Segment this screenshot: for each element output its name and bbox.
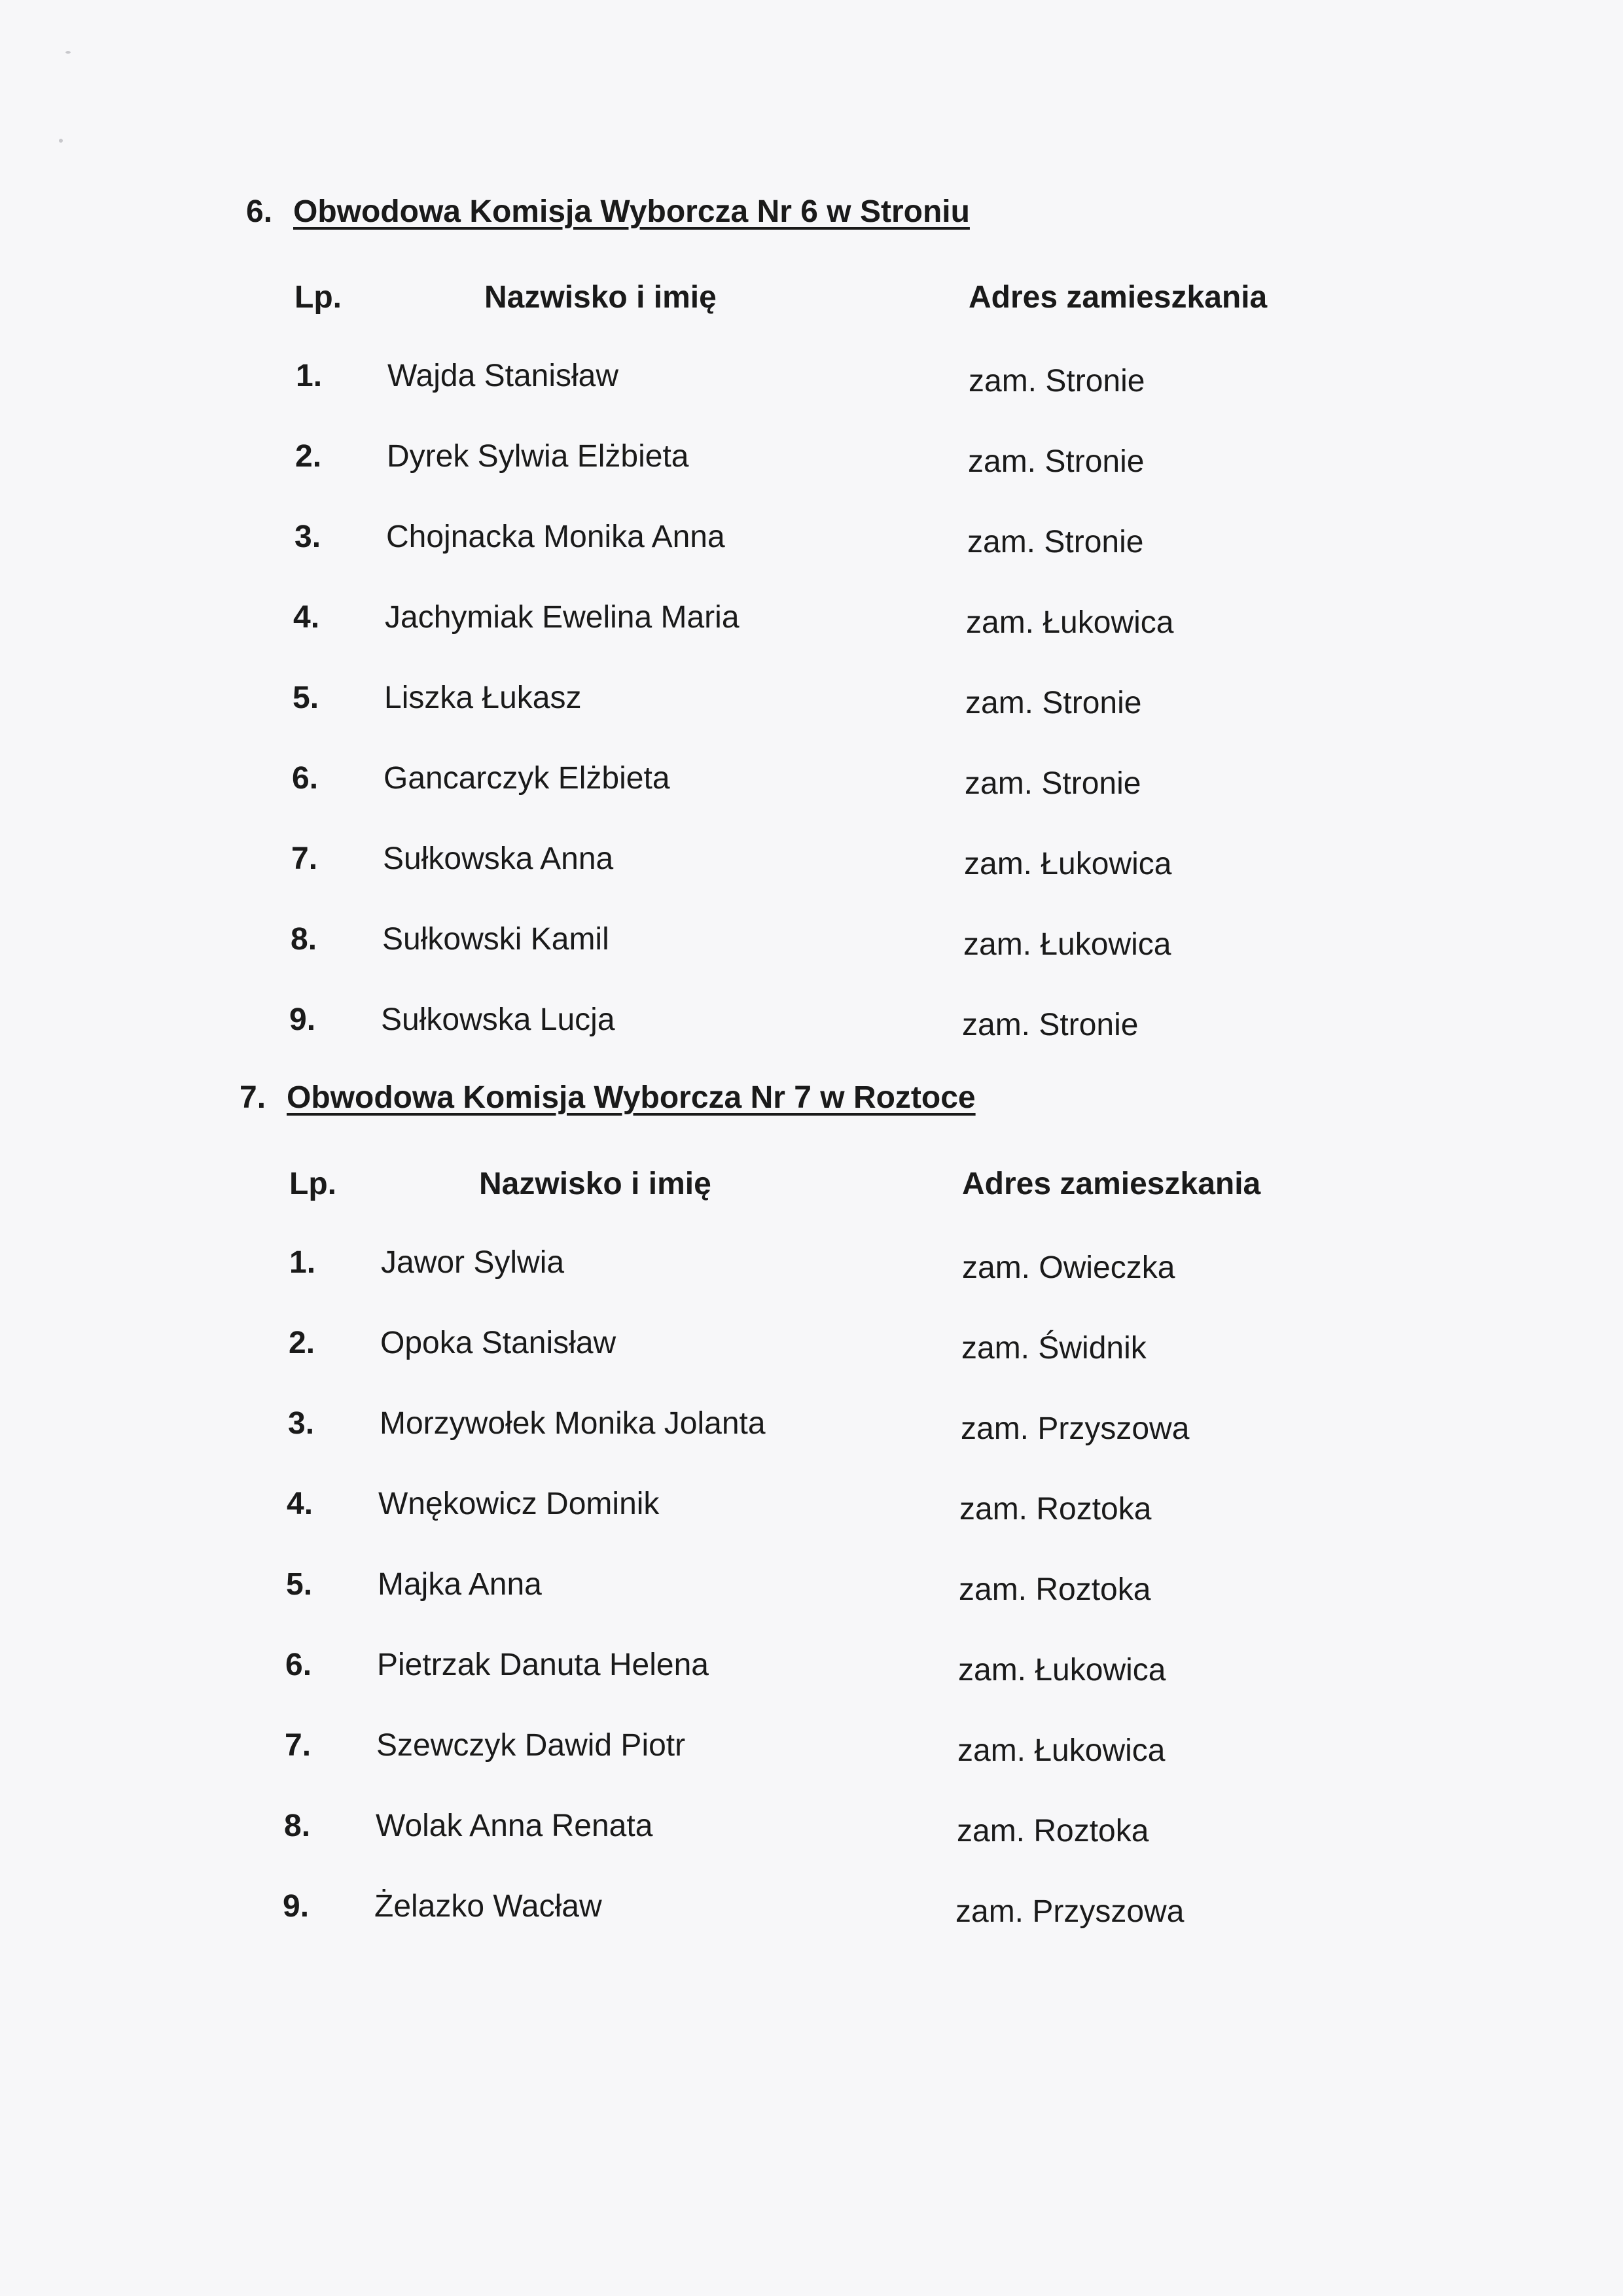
row-address: zam. Stronie [965,686,1142,720]
table-row [0,1884,1623,1930]
row-lp: 3. [294,520,321,554]
row-address: zam. Stronie [965,766,1141,801]
row-address: zam. Łukowica [963,927,1171,962]
row-address: zam. Stronie [968,444,1145,479]
table-row [0,1401,1623,1447]
row-address: zam. Łukowica [966,605,1174,640]
table-row [0,997,1623,1043]
table-row [0,1320,1623,1366]
row-lp: 8. [284,1809,311,1843]
row-name: Sułkowska Lucja [381,1002,615,1037]
row-lp: 7. [291,841,318,876]
scan-speck [65,51,71,54]
table-header [0,1161,1623,1207]
row-lp: 5. [286,1567,313,1602]
row-name: Żelazko Wacław [374,1889,602,1924]
row-lp: 4. [287,1487,313,1521]
row-lp: 3. [288,1406,315,1441]
row-lp: 2. [295,439,322,474]
table-row [0,1240,1623,1286]
row-address: zam. Łukowica [957,1733,1166,1768]
row-name: Chojnacka Monika Anna [386,520,725,554]
row-address: zam. Łukowica [964,847,1172,881]
table-header [0,275,1623,321]
row-address: zam. Roztoka [959,1492,1152,1527]
row-name: Majka Anna [378,1567,542,1602]
table-row [0,434,1623,480]
row-name: Opoka Stanisław [380,1326,616,1360]
table-row [0,1803,1623,1849]
row-name: Wnękowicz Dominik [378,1487,660,1521]
row-name: Sułkowski Kamil [382,922,609,957]
row-lp: 9. [283,1889,310,1924]
table-row [0,1562,1623,1608]
row-lp: 1. [289,1245,316,1280]
row-name: Gancarczyk Elżbieta [383,761,670,796]
row-name: Pietrzak Danuta Helena [377,1648,709,1682]
table-row [0,836,1623,882]
row-address: zam. Owieczka [962,1250,1175,1285]
table-row [0,917,1623,963]
row-name: Jawor Sylwia [381,1245,565,1280]
header-lp: Lp. [289,1167,336,1201]
section-heading [240,1080,976,1116]
row-address: zam. Stronie [962,1008,1139,1042]
row-name: Dyrek Sylwia Elżbieta [387,439,689,474]
section-title: Obwodowa Komisja Wyborcza Nr 7 w Roztoce [287,1080,976,1115]
section-number: 7. [240,1080,266,1115]
table-row [0,514,1623,560]
table-row [0,353,1623,399]
row-name: Wolak Anna Renata [376,1809,653,1843]
row-name: Szewczyk Dawid Piotr [376,1728,686,1763]
row-address: zam. Świdnik [961,1331,1147,1366]
table-row [0,1481,1623,1527]
row-lp: 6. [285,1648,312,1682]
header-name: Nazwisko i imię [479,1167,711,1201]
header-address: Adres zamieszkania [969,280,1268,315]
header-lp: Lp. [294,280,342,315]
row-lp: 2. [289,1326,315,1360]
row-address: zam. Roztoka [957,1814,1149,1848]
row-address: zam. Przyszowa [955,1894,1185,1929]
header-name: Nazwisko i imię [484,280,717,315]
row-lp: 1. [296,359,323,393]
row-address: zam. Przyszowa [961,1411,1190,1446]
row-name: Liszka Łukasz [384,680,582,715]
table-row [0,1723,1623,1769]
row-name: Morzywołek Monika Jolanta [380,1406,766,1441]
row-name: Wajda Stanisław [387,359,619,393]
table-row [0,1642,1623,1688]
row-lp: 4. [293,600,320,635]
row-lp: 7. [285,1728,312,1763]
row-lp: 6. [292,761,319,796]
row-address: zam. Roztoka [959,1572,1151,1607]
row-name: Jachymiak Ewelina Maria [385,600,740,635]
scan-speck [59,139,63,143]
row-address: zam. Łukowica [958,1653,1166,1687]
table-row [0,756,1623,802]
row-address: zam. Stronie [969,364,1145,398]
section-number: 6. [246,194,273,229]
row-address: zam. Stronie [967,525,1144,559]
row-name: Sułkowska Anna [383,841,614,876]
section-title: Obwodowa Komisja Wyborcza Nr 6 w Stroniu [293,194,970,229]
table-row [0,675,1623,721]
row-lp: 9. [289,1002,316,1037]
row-lp: 5. [293,680,319,715]
header-address: Adres zamieszkania [962,1167,1261,1201]
row-lp: 8. [291,922,317,957]
section-heading [246,194,970,230]
table-row [0,595,1623,641]
